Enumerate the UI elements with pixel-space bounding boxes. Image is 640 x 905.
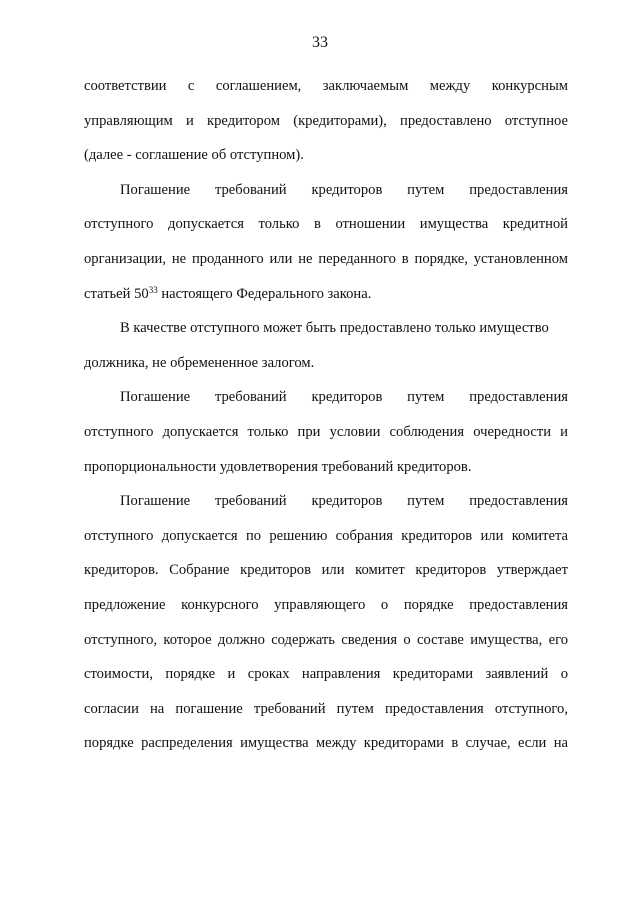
text-line: отступного, которое должно содержать сведения о составе имущества, его — [84, 631, 568, 648]
text-line: В качестве отступного может быть предоставлено только имущество — [120, 320, 549, 337]
text-line — [84, 277, 568, 312]
text-line: Погашение требований кредиторов путем предоставления — [120, 181, 568, 198]
article-superscript: 33 — [148, 284, 158, 295]
text-line: пропорциональности удовлетворения требований кредиторов. — [84, 458, 472, 475]
text-line: порядке распределения имущества между кредиторами в случае, если на — [84, 735, 568, 752]
text-line: должника, не обремененное залогом. — [84, 354, 315, 371]
text-line: отступного допускается только при условии соблюдения очередности и — [84, 423, 568, 440]
text-line: отступного допускается только в отношении имущества кредитной — [84, 216, 568, 233]
text-line: организации, не проданного или не переданного в порядке, установленном — [84, 250, 568, 267]
paragraph-4 — [84, 380, 568, 484]
article-reference: статьей 50 — [84, 285, 149, 302]
text-fragment: настоящего Федерального закона. — [157, 285, 372, 302]
text-line: Погашение требований кредиторов путем предоставления — [120, 493, 568, 510]
document-body — [84, 69, 568, 761]
text-line: согласии на погашение требований путем предоставления отступного, — [84, 700, 568, 717]
paragraph-3 — [84, 311, 568, 380]
text-line: кредиторов. Собрание кредиторов или комитет кредиторов утверждает — [84, 562, 568, 579]
text-line: (далее - соглашение об отступном). — [84, 147, 304, 164]
text-line: Погашение требований кредиторов путем предоставления — [120, 389, 568, 406]
paragraph-1 — [84, 69, 568, 173]
text-line: соответствии с соглашением, заключаемым между конкурсным — [84, 78, 568, 94]
page-number: 33 — [312, 34, 328, 51]
text-line: предложение конкурсного управляющего о порядке предоставления — [84, 596, 568, 613]
paragraph-5 — [84, 484, 568, 761]
paragraph-2 — [84, 173, 568, 311]
text-line: управляющим и кредитором (кредиторами), предоставлено отступное — [84, 112, 568, 129]
text-line: стоимости, порядке и сроках направления кредиторами заявлений о — [84, 666, 568, 683]
text-line: отступного допускается по решению собрания кредиторов или комитета — [84, 527, 568, 544]
